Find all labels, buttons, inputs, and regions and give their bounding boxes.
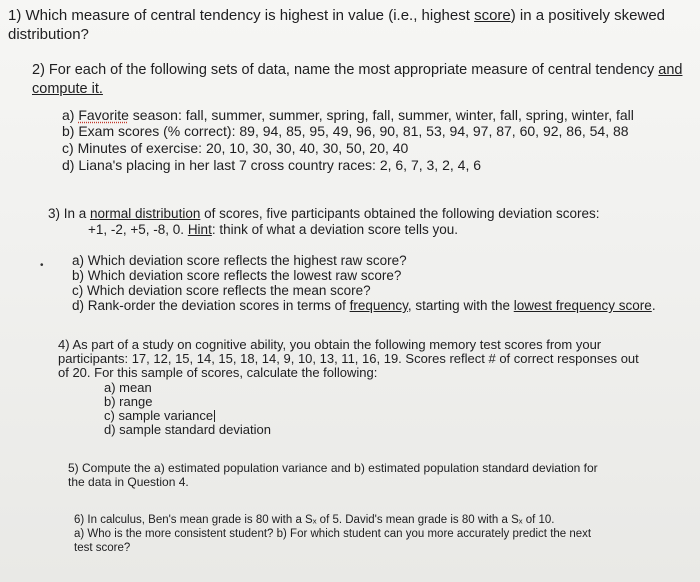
q3-item-d-text-a: d) Rank-order the deviation scores in terms of bbox=[72, 298, 350, 313]
q1-underlined-score: score bbox=[474, 7, 511, 24]
q1-text-b: ) in a positively skewed bbox=[510, 7, 665, 24]
q2-item-d-prefix: d) bbox=[62, 157, 79, 173]
q3-item-a: a) Which deviation score reflects the highest raw score? bbox=[72, 253, 407, 268]
q3-line2-text-b: : think of what a deviation score tells you. bbox=[211, 222, 458, 237]
q2-item-a bbox=[62, 107, 634, 123]
question-6-line-2: a) Who is the more consistent student? b) For which student can you more accurately predict the next bbox=[74, 528, 592, 540]
q1-text-a: 1) Which measure of central tendency is highest in value (i.e., highest bbox=[8, 7, 475, 24]
q3-underlined-frequency: frequency bbox=[349, 298, 408, 313]
q3-underlined-normal-distribution: normal distribution bbox=[90, 206, 201, 221]
bullet-mark: • bbox=[40, 260, 44, 271]
q3-item-d bbox=[72, 298, 656, 314]
q3-item-c: c) Which deviation score reflects the mean score? bbox=[72, 283, 371, 298]
text-cursor bbox=[214, 410, 215, 422]
q3-item-b: b) Which deviation score reflects the lowest raw score? bbox=[72, 268, 402, 283]
q2-item-a-prefix: a) bbox=[62, 107, 79, 123]
question-1-line-2: distribution? bbox=[8, 26, 89, 43]
question-5-line-1: 5) Compute the a) estimated population variance and b) estimated population standard deviation for bbox=[68, 461, 598, 475]
q2-item-c bbox=[62, 140, 408, 156]
q2-item-d bbox=[62, 157, 481, 173]
q3-text-b: of scores, five participants obtained the following deviation scores: bbox=[200, 206, 600, 221]
q3-item-d-text-c: . bbox=[651, 298, 656, 313]
q2-item-a-underlined: Favorite bbox=[78, 107, 129, 123]
question-2-line-1 bbox=[32, 62, 682, 79]
question-2-line-2: compute it. bbox=[32, 81, 103, 97]
q4-item-d: d) sample standard deviation bbox=[104, 422, 271, 437]
question-5-line-2: the data in Question 4. bbox=[68, 475, 189, 489]
q4-item-a: a) mean bbox=[104, 380, 152, 395]
q3-underlined-hint: Hint bbox=[187, 222, 212, 237]
q4-item-b: b) range bbox=[104, 394, 153, 409]
q2-item-d-rest: Liana's placing in her last 7 cross country races: 2, 6, 7, 3, 2, 4, 6 bbox=[78, 157, 482, 173]
q4-item-c-text: c) sample variance bbox=[104, 408, 214, 423]
question-6-line-1: 6) In calculus, Ben's mean grade is 80 with a Sₓ of 5. David's mean grade is 80 with a Sₓ of 10. bbox=[74, 514, 555, 526]
question-4-line-2: participants: 17, 12, 15, 14, 15, 18, 14, 9, 10, 13, 11, 16, 19. Scores reflect # of correct responses out bbox=[58, 351, 639, 366]
question-3-line-2 bbox=[88, 222, 458, 238]
q2-item-c-rest: Minutes of exercise: 20, 10, 30, 30, 40, 30, 50, 20, 40 bbox=[77, 140, 409, 156]
q2-item-a-rest: season: fall, summer, summer, spring, fall, summer, winter, fall, spring, winter, fall bbox=[128, 107, 634, 123]
question-1-line-1 bbox=[8, 7, 665, 24]
q2-item-b-prefix: b) bbox=[62, 123, 79, 139]
q3-line2-text-a: +1, -2, +5, -8, 0. bbox=[88, 222, 188, 237]
q2-item-b-rest: Exam scores (% correct): 89, 94, 85, 95, 49, 96, 90, 81, 53, 94, 97, 87, 60, 92, 86, 54, 88 bbox=[78, 123, 629, 139]
q3-underlined-lowest-frequency: lowest frequency score bbox=[513, 298, 652, 313]
q2-text-a: 2) For each of the following sets of data, name the most appropriate measure of central tendency bbox=[32, 62, 659, 78]
q3-item-d-text-b: , starting with the bbox=[407, 298, 514, 313]
q2-underlined-and: and bbox=[658, 62, 683, 78]
question-3-line-1 bbox=[48, 206, 600, 222]
q3-text-a: 3) In a bbox=[48, 206, 91, 221]
q2-item-b bbox=[62, 123, 629, 139]
question-4-line-1: 4) As part of a study on cognitive ability, you obtain the following memory test scores from your bbox=[58, 337, 602, 352]
question-6-line-3: test score? bbox=[74, 542, 131, 554]
question-4-line-3: of 20. For this sample of scores, calculate the following: bbox=[58, 365, 378, 380]
q2-item-c-prefix: c) bbox=[62, 140, 78, 156]
